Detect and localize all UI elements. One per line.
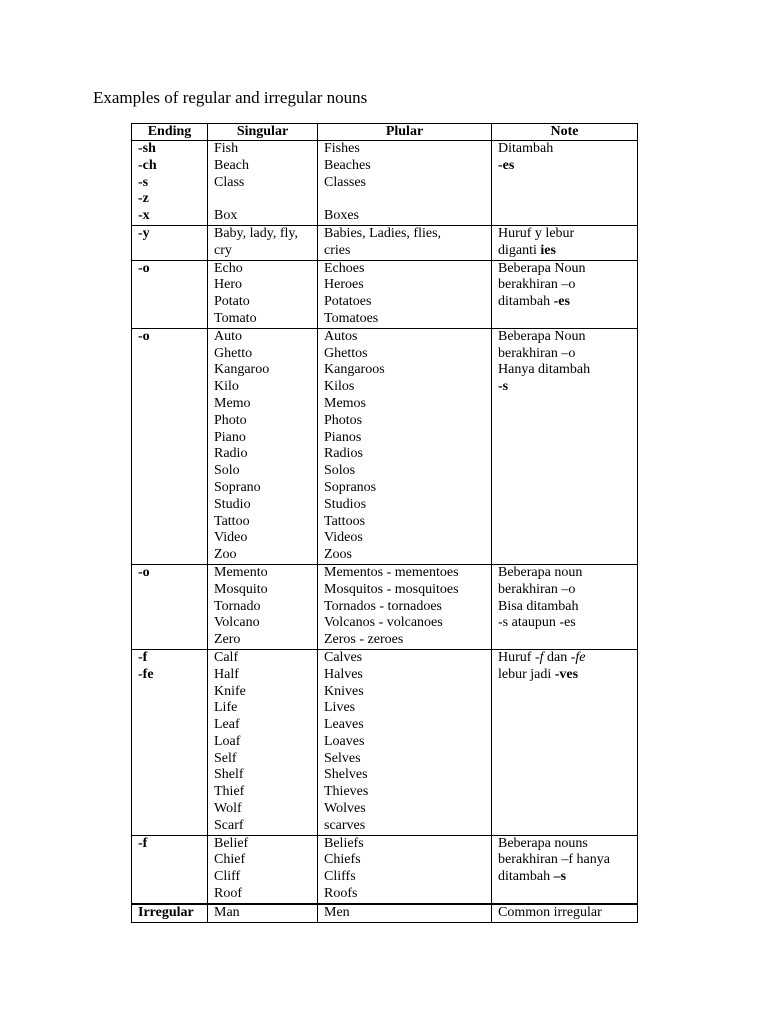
ending-cell xyxy=(132,649,208,835)
note-text: -es xyxy=(553,294,570,310)
singular-cell-line: Scarf xyxy=(214,817,244,833)
note-text: Ditambah xyxy=(498,141,554,156)
plural-cell-line: Men xyxy=(324,904,350,920)
plural-cell-line: Chiefs xyxy=(324,852,361,868)
singular-cell-line: Potato xyxy=(214,294,250,310)
singular-cell xyxy=(208,835,318,904)
header-singular: Singular xyxy=(208,124,318,141)
note-cell xyxy=(492,260,638,328)
singular-cell-line: Beach xyxy=(214,157,249,173)
note-text: Huruf y lebur xyxy=(498,225,575,241)
note-line xyxy=(498,582,637,599)
plural-cell-line: Kilos xyxy=(324,379,355,395)
singular-cell-line: Thief xyxy=(214,784,245,800)
plural-cell xyxy=(318,649,492,835)
plural-cell-line: Lives xyxy=(324,700,356,716)
plural-cell-line: Autos xyxy=(324,328,358,344)
plural-cell-line: Radios xyxy=(324,446,363,462)
ending-cell-line: -f xyxy=(138,835,148,851)
plural-cell xyxy=(318,564,492,649)
singular-cell-line: Box xyxy=(214,208,238,224)
note-line xyxy=(498,905,637,922)
note-cell xyxy=(492,328,638,564)
ending-cell xyxy=(132,328,208,564)
singular-cell xyxy=(208,328,318,564)
plural-cell-line: Classes xyxy=(324,174,366,190)
plural-cell-line: Selves xyxy=(324,750,361,766)
ending-cell xyxy=(132,225,208,260)
note-text: Beberapa Noun xyxy=(498,260,586,276)
plural-cell-line: Memos xyxy=(324,395,366,411)
note-text: Beberapa noun xyxy=(498,564,583,580)
note-cell xyxy=(492,141,638,226)
note-line xyxy=(498,599,637,616)
plural-cell-line: Volcanos - volcanoes xyxy=(324,615,443,631)
plural-cell-line: Fishes xyxy=(324,141,360,156)
ending-cell-line: -x xyxy=(138,208,150,224)
singular-cell-line: Roof xyxy=(214,886,242,902)
singular-cell-line: Kilo xyxy=(214,379,239,395)
plural-cell-line: Roofs xyxy=(324,886,358,902)
ending-cell-line: -o xyxy=(138,260,150,276)
note-line xyxy=(498,650,637,667)
note-line xyxy=(498,869,637,886)
table-row xyxy=(132,260,638,328)
plural-cell-line: Photos xyxy=(324,412,363,428)
plural-cell-line: Calves xyxy=(324,649,363,665)
ending-cell xyxy=(132,904,208,922)
singular-cell-line: Cliff xyxy=(214,869,241,885)
plural-cell-line: Tomatoes xyxy=(324,310,379,326)
note-line xyxy=(498,329,637,346)
note-text: -ves xyxy=(554,666,579,682)
note-cell xyxy=(492,835,638,904)
plural-cell-line xyxy=(324,191,491,208)
singular-cell xyxy=(208,564,318,649)
header-plural: Plular xyxy=(318,124,492,141)
singular-cell xyxy=(208,141,318,226)
note-text: dan xyxy=(543,649,571,665)
ending-cell xyxy=(132,564,208,649)
ending-cell-line: -sh xyxy=(138,141,156,156)
note-line xyxy=(498,261,637,278)
header-ending: Ending xyxy=(132,124,208,141)
singular-cell-line: Zero xyxy=(214,632,241,648)
plural-cell-line: Kangaroos xyxy=(324,362,385,378)
plural-cell-line: Leaves xyxy=(324,717,364,733)
note-text: -f xyxy=(534,649,544,665)
singular-cell-line: Volcano xyxy=(214,615,260,631)
plural-cell-line: Studios xyxy=(324,496,367,512)
note-text: diganti xyxy=(498,242,541,258)
singular-cell-line: Tornado xyxy=(214,598,261,614)
singular-cell-line: Man xyxy=(214,904,240,920)
plural-cell-line: Knives xyxy=(324,683,364,699)
note-text: Hanya ditambah xyxy=(498,362,591,378)
note-line xyxy=(498,158,637,175)
singular-cell-line: Half xyxy=(214,666,239,682)
plural-cell-line: Potatoes xyxy=(324,294,372,310)
header-row xyxy=(132,124,638,141)
table-row xyxy=(132,225,638,260)
singular-cell-line: Leaf xyxy=(214,717,240,733)
plural-cell xyxy=(318,225,492,260)
note-line xyxy=(498,226,637,243)
singular-cell-line: Loaf xyxy=(214,733,241,749)
singular-cell-line: Class xyxy=(214,174,245,190)
note-cell xyxy=(492,564,638,649)
singular-cell-line: Soprano xyxy=(214,479,261,495)
note-cell xyxy=(492,225,638,260)
plural-cell-line: scarves xyxy=(324,817,366,833)
ending-cell-line: -y xyxy=(138,225,150,241)
singular-cell-line: Solo xyxy=(214,463,240,479)
singular-cell-line: Self xyxy=(214,750,237,766)
note-text: Bisa ditambah xyxy=(498,598,579,614)
header-note: Note xyxy=(492,124,638,141)
ending-cell xyxy=(132,141,208,226)
plural-cell xyxy=(318,260,492,328)
singular-cell-line: Baby, lady, fly, xyxy=(214,225,298,241)
plural-cell xyxy=(318,835,492,904)
ending-cell xyxy=(132,835,208,904)
singular-cell-line: Hero xyxy=(214,277,242,293)
note-line xyxy=(498,852,637,869)
plural-cell-line: Cliffs xyxy=(324,869,356,885)
document-title: Examples of regular and irregular nouns xyxy=(93,88,368,107)
plural-cell-line: Halves xyxy=(324,666,363,682)
table-row xyxy=(132,649,638,835)
singular-cell-line: Radio xyxy=(214,446,248,462)
table-row xyxy=(132,564,638,649)
table-body xyxy=(132,141,638,923)
plural-cell-line: Tornados - tornadoes xyxy=(324,598,442,614)
ending-cell-line: Irregular xyxy=(138,904,194,920)
plural-cell-line: Zeros - zeroes xyxy=(324,632,404,648)
note-text: ditambah xyxy=(498,869,554,885)
singular-cell-line: Zoo xyxy=(214,547,237,563)
plural-cell-line: Heroes xyxy=(324,277,364,293)
nouns-table xyxy=(131,123,638,923)
singular-cell xyxy=(208,260,318,328)
plural-cell xyxy=(318,328,492,564)
ending-cell-line: -f xyxy=(138,649,148,665)
note-text: berakhiran –o xyxy=(498,581,576,597)
plural-cell-line: Echoes xyxy=(324,260,365,276)
table-row xyxy=(132,141,638,226)
table-row xyxy=(132,835,638,904)
singular-cell-line: Calf xyxy=(214,649,239,665)
singular-cell-line: Piano xyxy=(214,429,246,445)
singular-cell-line: Studio xyxy=(214,496,251,512)
singular-cell-line: Shelf xyxy=(214,767,244,783)
plural-cell-line: Pianos xyxy=(324,429,362,445)
ending-cell-line: -z xyxy=(138,191,149,207)
singular-cell-line: Video xyxy=(214,530,248,546)
plural-cell-line: Mosquitos - mosquitoes xyxy=(324,581,459,597)
singular-cell-line: Echo xyxy=(214,260,243,276)
singular-cell-line: Chief xyxy=(214,852,246,868)
note-text: –s xyxy=(553,869,567,885)
note-text: berakhiran –o xyxy=(498,277,576,293)
note-text: berakhiran –f hanya xyxy=(498,852,610,868)
plural-cell xyxy=(318,904,492,922)
note-line xyxy=(498,243,637,260)
note-line xyxy=(498,379,637,396)
note-text: -s xyxy=(498,379,509,395)
plural-cell-line: Boxes xyxy=(324,208,359,224)
plural-cell-line: cries xyxy=(324,242,351,258)
plural-cell-line: Sopranos xyxy=(324,479,377,495)
singular-cell-line: Tattoo xyxy=(214,513,250,529)
singular-cell-line: Photo xyxy=(214,412,247,428)
note-cell xyxy=(492,904,638,922)
note-text: lebur jadi xyxy=(498,666,555,682)
plural-cell-line: Videos xyxy=(324,530,363,546)
plural-cell xyxy=(318,141,492,226)
plural-cell-line: Loaves xyxy=(324,733,365,749)
plural-cell-line: Ghettos xyxy=(324,345,368,361)
singular-cell xyxy=(208,904,318,922)
singular-cell-line xyxy=(214,191,317,208)
note-cell xyxy=(492,649,638,835)
plural-cell-line: Beliefs xyxy=(324,835,364,851)
note-line xyxy=(498,615,637,632)
note-line xyxy=(498,667,637,684)
singular-cell-line: Wolf xyxy=(214,801,242,817)
singular-cell xyxy=(208,649,318,835)
singular-cell-line: cry xyxy=(214,242,232,258)
singular-cell-line: Belief xyxy=(214,835,249,851)
note-text: Beberapa Noun xyxy=(498,328,586,344)
plural-cell-line: Shelves xyxy=(324,767,368,783)
singular-cell-line: Memo xyxy=(214,395,251,411)
note-text: Common irregular xyxy=(498,904,602,920)
singular-cell-line: Auto xyxy=(214,328,242,344)
plural-cell-line: Beaches xyxy=(324,157,371,173)
ending-cell-line: -s xyxy=(138,174,149,190)
ending-cell-line: -o xyxy=(138,564,150,580)
singular-cell-line: Life xyxy=(214,700,238,716)
note-text: -s ataupun -es xyxy=(498,615,576,631)
table-header xyxy=(132,124,638,141)
ending-cell xyxy=(132,260,208,328)
singular-cell-line: Tomato xyxy=(214,310,257,326)
plural-cell-line: Solos xyxy=(324,463,356,479)
singular-cell xyxy=(208,225,318,260)
note-line xyxy=(498,836,637,853)
singular-cell-line: Mosquito xyxy=(214,581,268,597)
note-text: Beberapa nouns xyxy=(498,835,588,851)
table-row xyxy=(132,904,638,922)
singular-cell-line: Fish xyxy=(214,141,239,156)
note-line xyxy=(498,362,637,379)
note-text: -fe xyxy=(570,649,586,665)
note-text: Huruf xyxy=(498,649,535,665)
note-text: ditambah xyxy=(498,294,554,310)
note-line xyxy=(498,565,637,582)
note-line xyxy=(498,141,637,158)
plural-cell-line: Tattoos xyxy=(324,513,366,529)
singular-cell-line: Memento xyxy=(214,564,268,580)
note-line xyxy=(498,277,637,294)
singular-cell-line: Kangaroo xyxy=(214,362,270,378)
plural-cell-line: Zoos xyxy=(324,547,352,563)
ending-cell-line: -o xyxy=(138,328,150,344)
note-line xyxy=(498,346,637,363)
plural-cell-line: Mementos - mementoes xyxy=(324,564,459,580)
singular-cell-line: Knife xyxy=(214,683,246,699)
table-row xyxy=(132,328,638,564)
note-line xyxy=(498,294,637,311)
ending-cell-line: -ch xyxy=(138,157,157,173)
note-text: berakhiran –o xyxy=(498,345,576,361)
note-text: -es xyxy=(498,157,515,173)
plural-cell-line: Thieves xyxy=(324,784,369,800)
singular-cell-line: Ghetto xyxy=(214,345,253,361)
note-text: ies xyxy=(540,242,556,258)
plural-cell-line: Babies, Ladies, flies, xyxy=(324,225,442,241)
plural-cell-line: Wolves xyxy=(324,801,366,817)
ending-cell-line: -fe xyxy=(138,666,154,682)
